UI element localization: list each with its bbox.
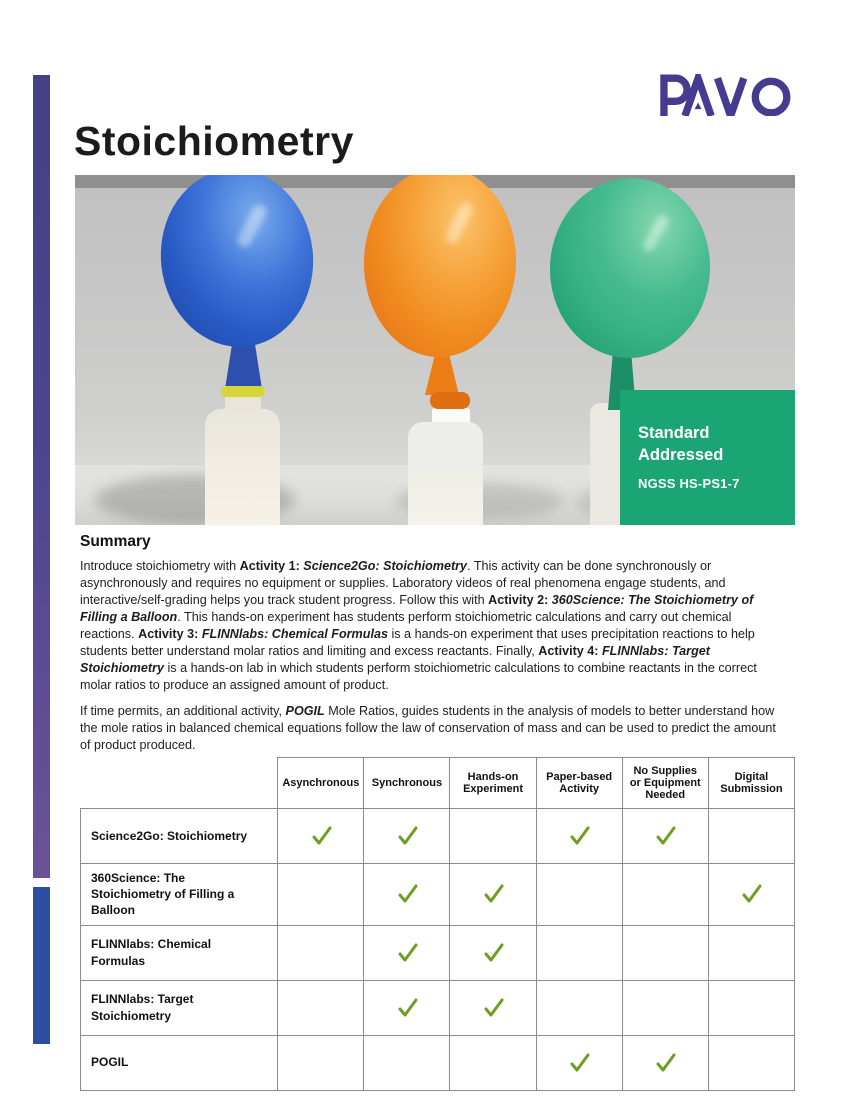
check-cell [708, 864, 794, 926]
bottle-left-powder [205, 454, 280, 525]
hero-image [75, 175, 795, 525]
checkmark-icon [396, 943, 418, 963]
pavo-logo [658, 74, 798, 116]
empty-cell [536, 864, 622, 926]
empty-cell [536, 980, 622, 1035]
check-cell [364, 980, 450, 1035]
check-cell [622, 809, 708, 864]
balloon-orange [361, 175, 520, 360]
matrix-body [81, 809, 795, 1091]
checkmark-icon [482, 998, 504, 1018]
balloon-blue [152, 175, 322, 354]
check-cell [364, 925, 450, 980]
column-header: Synchronous [364, 758, 450, 809]
empty-cell [708, 980, 794, 1035]
empty-cell [450, 1035, 536, 1090]
row-label: 360Science: The Stoichiometry of Filling a Balloon [81, 864, 278, 926]
empty-cell [536, 925, 622, 980]
check-cell [450, 925, 536, 980]
table-row [81, 925, 795, 980]
empty-cell [450, 809, 536, 864]
standard-addressed-box [620, 390, 795, 525]
checkmark-icon [310, 826, 332, 846]
checkmark-icon [740, 884, 762, 904]
row-label: FLINNlabs: Chemical Formulas [81, 925, 278, 980]
standard-heading: Standard Addressed [638, 424, 724, 464]
checkmark-icon [396, 826, 418, 846]
empty-cell [622, 925, 708, 980]
check-cell [536, 809, 622, 864]
summary-paragraph: Introduce stoichiometry with Activity 1: Science2Go: Stoichiometry. This activity can be done synchronously or asynchronously and requires no equipment or supplies. Laboratory videos of real phenomena engage students, and interactive/self-grading helps you track student progress. Follow this with Activity 2: 360Science: The Stoichiometry of Filling a Balloon. This hands-on experiment has students perform stoichiometric calculations and carry out chemical reactions. Activity 3: FLINNlabs: Chemical Formulas is a hands-on experiment that uses precipitation reactions to help students better understand molar ratios and limiting and excess reactants. Finally, Activity 4: FLINNlabs: Target Stoichiometry is a hands-on lab in which students perform stoichiometric calculations to combine reactants in the correct molar ratios to produce an assigned amount of product. [80, 559, 757, 692]
column-header: Paper-based Activity [536, 758, 622, 809]
bottle-middle-powder [408, 474, 483, 525]
empty-cell [622, 980, 708, 1035]
matrix-header-row [81, 758, 795, 809]
checkmark-icon [654, 826, 676, 846]
check-cell [450, 980, 536, 1035]
checkmark-icon [396, 998, 418, 1018]
table-row [81, 980, 795, 1035]
checkmark-icon [396, 884, 418, 904]
empty-cell [622, 864, 708, 926]
empty-cell [278, 980, 364, 1035]
column-header: No Supplies or Equipment Needed [622, 758, 708, 809]
page-title: Stoichiometry [74, 118, 354, 164]
table-row [81, 809, 795, 864]
table-row [81, 1035, 795, 1090]
summary-heading: Summary [80, 533, 151, 550]
row-label: FLINNlabs: Target Stoichiometry [81, 980, 278, 1035]
summary-paragraphs [80, 558, 787, 754]
empty-cell [278, 1035, 364, 1090]
accent-bar-bottom [33, 887, 50, 1044]
check-cell [536, 1035, 622, 1090]
check-cell [622, 1035, 708, 1090]
summary-section [80, 533, 787, 763]
checkmark-icon [568, 826, 590, 846]
checkmark-icon [568, 1053, 590, 1073]
empty-cell [278, 864, 364, 926]
checkmark-icon [482, 884, 504, 904]
checkmark-icon [654, 1053, 676, 1073]
empty-cell [708, 925, 794, 980]
yellow-ring [221, 386, 265, 397]
matrix-corner-cell [81, 758, 278, 809]
check-cell [364, 809, 450, 864]
empty-cell [278, 925, 364, 980]
bottle-right [590, 403, 622, 525]
empty-cell [708, 809, 794, 864]
summary-paragraph: If time permits, an additional activity, POGIL Mole Ratios, guides students in the analysis of models to better understand how the mole ratios in balanced chemical equations follow the law of conservation of mass and can be used to predict the amount of product produced. [80, 704, 776, 752]
balloon-orange-lip [430, 392, 470, 409]
standard-code: NGSS HS-PS1-7 [638, 475, 740, 491]
checkmark-icon [482, 943, 504, 963]
column-header: Digital Submission [708, 758, 794, 809]
row-label: POGIL [81, 1035, 278, 1090]
empty-cell [364, 1035, 450, 1090]
table-row [81, 864, 795, 926]
check-cell [278, 809, 364, 864]
column-header: Hands-on Experiment [450, 758, 536, 809]
row-label: Science2Go: Stoichiometry [81, 809, 278, 864]
column-header: Asynchronous [278, 758, 364, 809]
check-cell [450, 864, 536, 926]
activity-matrix-table [80, 757, 795, 1091]
balloon-green [545, 175, 714, 362]
check-cell [364, 864, 450, 926]
bottle-middle [408, 422, 483, 525]
bottle-left [205, 409, 280, 525]
accent-bar-top [33, 75, 50, 878]
balloon-orange-neck [425, 353, 459, 395]
empty-cell [708, 1035, 794, 1090]
